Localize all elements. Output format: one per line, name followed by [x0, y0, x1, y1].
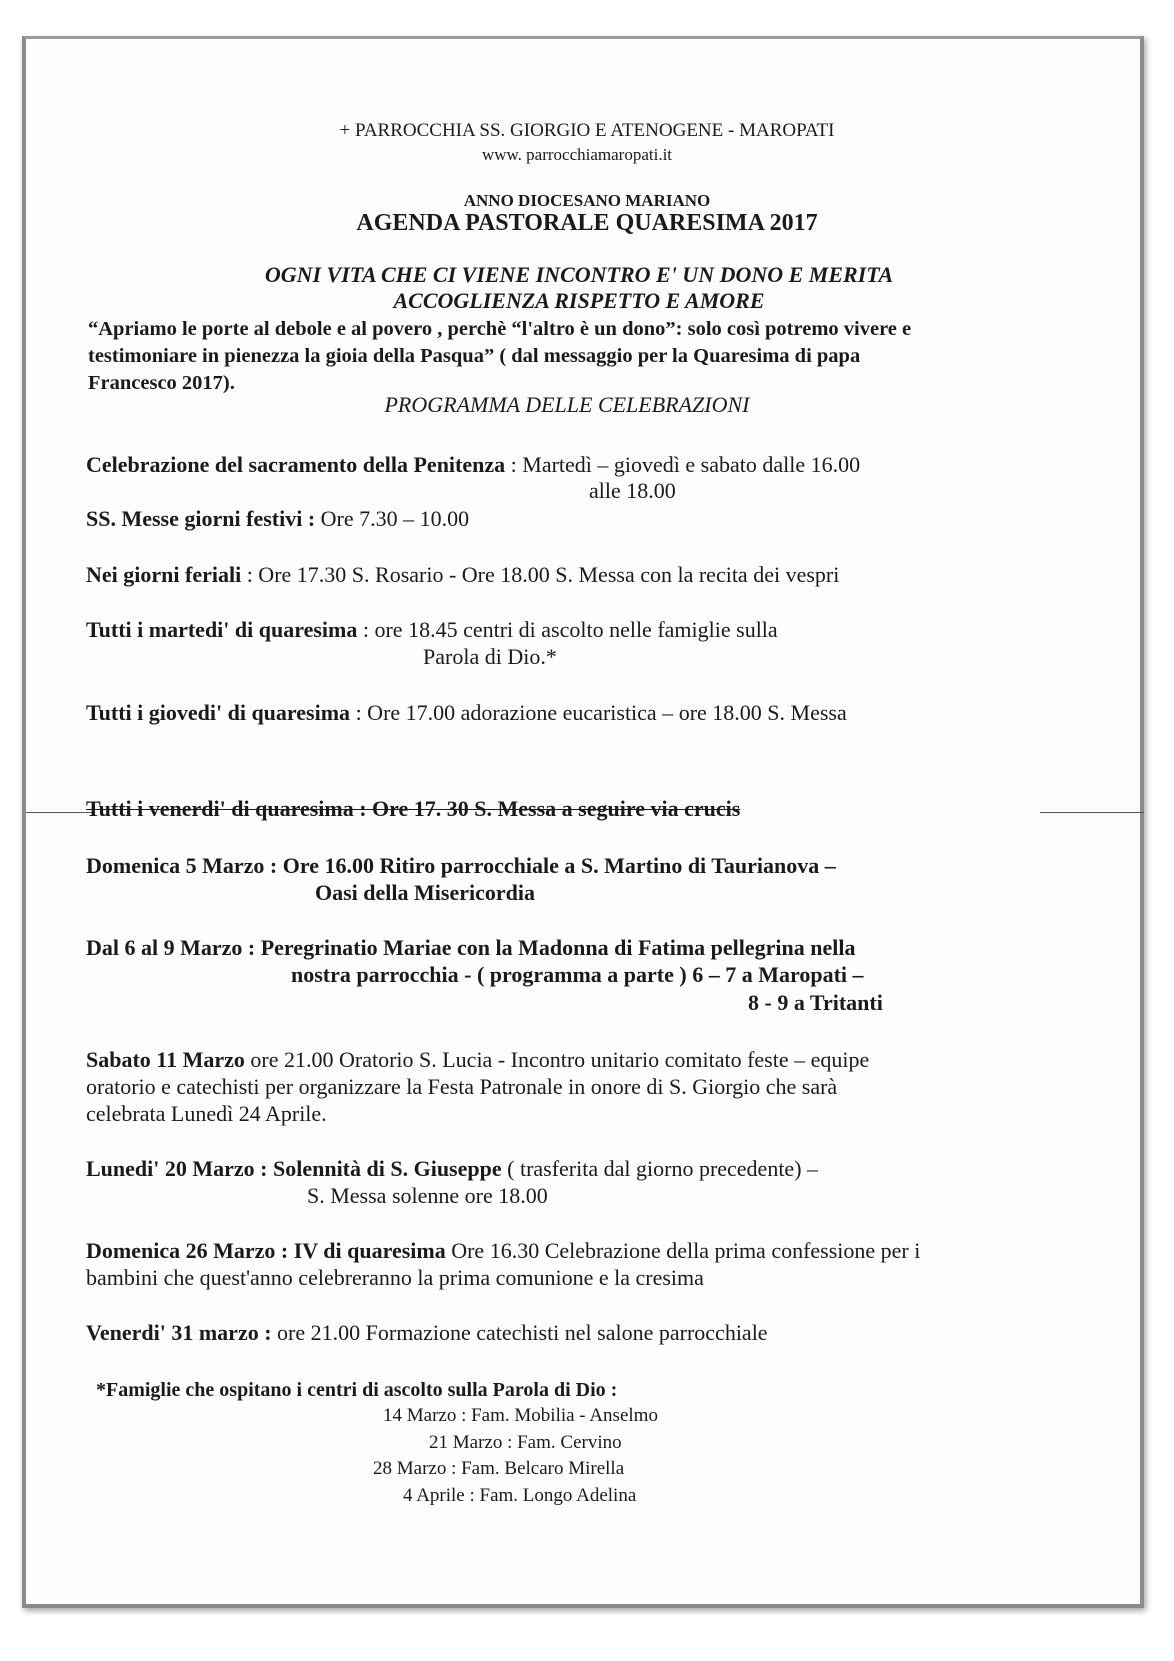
item-domenica-5-line-2: Oasi della Misericordia [315, 880, 535, 905]
item-sabato-11-text-3: celebrata Lunedì 24 Aprile. [86, 1101, 327, 1126]
item-domenica-26-text-2: bambini che quest'anno celebreranno la prima comunione e la cresima [86, 1265, 704, 1290]
item-martedi-label: Tutti i martedi' di quaresima [86, 617, 358, 642]
program-title: PROGRAMMA DELLE CELEBRAZIONI [384, 392, 750, 417]
item-venerdi: Tutti i venerdi' di quaresima : Ore 17. 30 S. Messa a seguire via crucis [86, 796, 741, 821]
item-feriali-label: Nei giorni feriali [86, 562, 242, 587]
item-festivi-text: Ore 7.30 – 10.00 [315, 506, 470, 531]
item-martedi-text: : ore 18.45 centri di ascolto nelle famiglie sulla [357, 617, 778, 642]
family-item: 21 Marzo : Fam. Cervino [429, 1432, 622, 1453]
parish-name: + PARROCCHIA SS. GIORGIO E ATENOGENE - MAROPATI [339, 120, 835, 141]
families-title: *Famiglie che ospitano i centri di ascolto sulla Parola di Dio : [96, 1379, 618, 1401]
item-martedi-text-2: Parola di Dio.* [423, 644, 557, 669]
item-festivi-label: SS. Messe giorni festivi : [86, 506, 316, 531]
item-peregrinatio-line-2: nostra parrocchia - ( programma a parte ) 6 – 7 a Maropati – [291, 962, 864, 987]
motto-line-1: OGNI VITA CHE CI VIENE INCONTRO E' UN DONO E MERITA [264, 262, 894, 287]
fold-line-left [26, 812, 92, 813]
item-giovedi-text: : Ore 17.00 adorazione eucaristica – ore 18.00 S. Messa [350, 700, 847, 725]
item-penitenza-label: Celebrazione del sacramento della Penitenza [86, 452, 506, 477]
item-lunedi-20-text: ( trasferita dal giorno precedente) – [501, 1156, 819, 1181]
item-domenica-5-line-1: Domenica 5 Marzo : Ore 16.00 Ritiro parrocchiale a S. Martino di Taurianova – [86, 853, 836, 878]
item-lunedi-20-text-2: S. Messa solenne ore 18.00 [307, 1183, 548, 1208]
item-domenica-26-label: Domenica 26 Marzo : IV di quaresima [86, 1238, 446, 1263]
item-sabato-11 [86, 1047, 869, 1073]
item-feriali-text: : Ore 17.30 S. Rosario - Ore 18.00 S. Messa con la recita dei vespri [241, 562, 840, 587]
item-venerdi-31 [86, 1320, 768, 1346]
year-title: ANNO DIOCESANO MARIANO [463, 191, 711, 210]
item-domenica-26 [86, 1238, 920, 1264]
quote-line-3: Francesco 2017). [88, 372, 235, 394]
fold-line-right [1040, 812, 1144, 813]
item-venerdi-31-text: ore 21.00 Formazione catechisti nel salone parrocchiale [271, 1320, 768, 1345]
item-sabato-11-text-2: oratorio e catechisti per organizzare la Festa Patronale in onore di S. Giorgio che sarà [86, 1074, 838, 1099]
agenda-title: AGENDA PASTORALE QUARESIMA 2017 [356, 210, 818, 236]
item-peregrinatio-line-1: Dal 6 al 9 Marzo : Peregrinatio Mariae con la Madonna di Fatima pellegrina nella [86, 935, 856, 960]
item-penitenza-text: : Martedì – giovedì e sabato dalle 16.00 [505, 452, 861, 477]
item-giovedi [86, 700, 847, 726]
item-festivi [86, 506, 469, 532]
item-venerdi-31-label: Venerdi' 31 marzo : [86, 1320, 272, 1345]
family-item: 28 Marzo : Fam. Belcaro Mirella [373, 1458, 625, 1479]
item-sabato-11-label: Sabato 11 Marzo [86, 1047, 245, 1072]
quote-line-1: “Apriamo le porte al debole e al povero , perchè “l'altro è un dono”: solo così potremo vivere e [88, 318, 912, 340]
item-sabato-11-text: ore 21.00 Oratorio S. Lucia - Incontro unitario comitato feste – equipe [244, 1047, 870, 1072]
item-domenica-26-text: Ore 16.30 Celebrazione della prima confessione per i [445, 1238, 921, 1263]
family-item: 4 Aprile : Fam. Longo Adelina [403, 1485, 637, 1506]
item-martedi [86, 617, 778, 643]
item-giovedi-label: Tutti i giovedi' di quaresima [86, 700, 351, 725]
item-peregrinatio-line-3: 8 - 9 a Tritanti [748, 990, 883, 1015]
item-lunedi-20 [86, 1156, 818, 1182]
quote-line-2: testimoniare in pienezza la gioia della Pasqua” ( dal messaggio per la Quaresima di papa [88, 345, 861, 367]
item-penitenza [86, 452, 860, 478]
item-lunedi-20-label: Lunedi' 20 Marzo : Solennità di S. Giuseppe [86, 1156, 502, 1181]
family-item: 14 Marzo : Fam. Mobilia - Anselmo [383, 1405, 658, 1426]
motto-line-2: ACCOGLIENZA RISPETTO E AMORE [393, 288, 765, 313]
item-penitenza-text-2: alle 18.00 [589, 478, 676, 503]
item-feriali [86, 562, 839, 588]
parish-website: www. parrocchiamaropati.it [481, 145, 673, 164]
